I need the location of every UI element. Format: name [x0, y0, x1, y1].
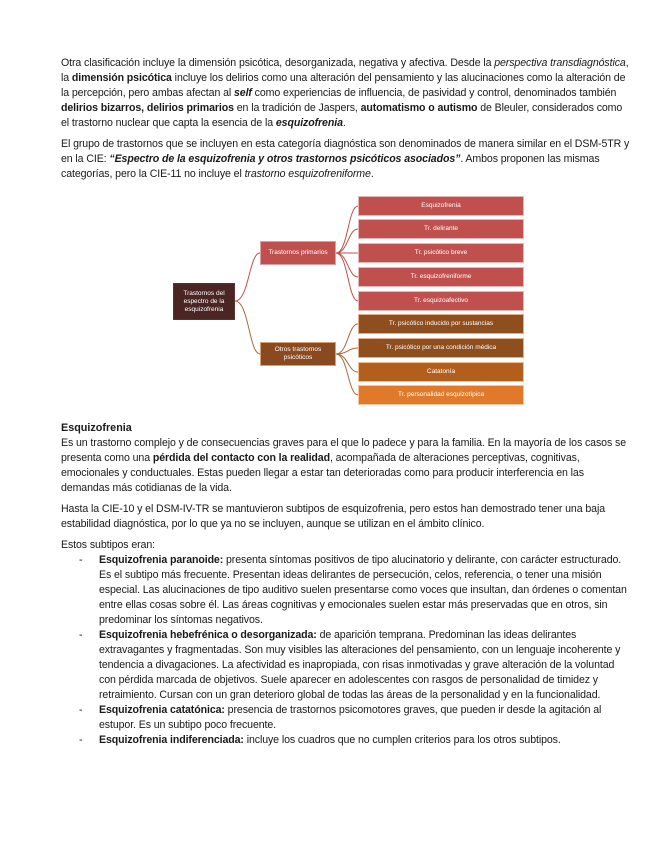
- connector-leaf: [336, 253, 358, 301]
- dash-bullet: -: [79, 554, 83, 566]
- diagram-leaf-esquizoafectivo: Tr. esquizoafectivo: [358, 291, 524, 311]
- subtype-term: Esquizofrenia paranoide:: [99, 554, 224, 566]
- bold-text: automatismo o autismo: [360, 102, 478, 114]
- bold-italic-text: esquizofrenia: [275, 117, 343, 129]
- diagram-connectors: [61, 191, 631, 407]
- text: .: [342, 117, 346, 129]
- text: , acompañada de alteraciones perceptivas, cognitivas, emocionales y conductuales. Estas pueden llegar a estar tan deterioradas como para producir interferencia en las demandas más cotidianas de la vida.: [61, 452, 584, 494]
- diagram-node-primary: Trastornos primarios: [260, 241, 336, 265]
- text: Otra clasificación incluye la dimensión psicótica, desorganizada, negativa y afectiva. Desde la: [61, 57, 495, 69]
- bold-italic-text: self: [233, 87, 252, 99]
- list-item: [61, 628, 631, 703]
- diagram-leaf-esquizofrenia: Esquizofrenia: [358, 196, 524, 216]
- list-item: [61, 553, 631, 628]
- section-paragraph-1: [61, 436, 631, 496]
- text: Es un trastorno complejo y de consecuencias graves para el que lo padece y para la familia. En la mayoría de los casos se presenta como una: [61, 437, 626, 464]
- diagram-node-other: Otros trastornos psicóticos: [260, 342, 336, 366]
- subtype-term: Esquizofrenia catatónica:: [99, 704, 225, 716]
- diagram-leaf-psicotico-breve: Tr. psicótico breve: [358, 243, 524, 263]
- intro-paragraph-1: [61, 56, 631, 131]
- diagram-leaf-delirante: Tr. delirante: [358, 219, 524, 239]
- intro-paragraph-2: [61, 137, 631, 182]
- diagram-root-node: Trastornos del espectro de la esquizofrenia: [173, 283, 235, 320]
- subtype-text: presenta síntomas positivos de tipo alucinatorio y delirante, con carácter estructurado. Es el subtipo más frecuente. Presentan ideas delirantes de persecución, celos, referencia, o tener una misión especial. Las alucinaciones de tipo auditivo suelen presentarse como voces que insultan, dan órdenes o comentan entre ellas cosas sobre él. Las áreas cognitivas y emocionales suelen estar más preservadas que en otros, sin predominar los síntomas negativos.: [99, 554, 627, 626]
- subtype-text: presencia de trastornos psicomotores graves, que pueden ir desde la agitación al estupor. Es un subtipo poco frecuente.: [99, 704, 602, 731]
- text: El grupo de trastornos que se incluyen en esta categoría diagnóstica son denominados de manera similar en el DSM-5TR y en la CIE:: [61, 138, 630, 165]
- text: como experiencias de influencia, de pasividad y control, denominados también: [251, 87, 617, 99]
- connector-leaf: [336, 324, 358, 354]
- dash-bullet: -: [79, 629, 83, 641]
- section-paragraph-2: Hasta la CIE-10 y el DSM-IV-TR se mantuvieron subtipos de esquizofrenia, pero estos han demostrado tener una baja estabilidad diagnóstica, por lo que ya no se incluyen, aunque se utilizan en el ámbito clínico.: [61, 503, 605, 530]
- dash-bullet: -: [79, 704, 83, 716]
- document-page: [61, 56, 631, 748]
- connector-root-other: [235, 301, 260, 354]
- text: en la tradición de Jaspers,: [233, 102, 361, 114]
- subtype-term: Esquizofrenia hebefrénica o desorganizada:: [99, 629, 317, 641]
- bold-italic-text: “Espectro de la esquizofrenia y otros trastornos psicóticos asociados”: [109, 153, 461, 165]
- subtype-text: de aparición temprana. Predominan las ideas delirantes extravagantes y fragmentadas. Son muy visibles las alteraciones del pensamiento, con un lenguaje incoherente y tendencia a divagaciones. La afectividad es inapropiada, con risas inmotivadas y grave alteración de la voluntad con pérdida marcada de objetivos. Suele aparecer en adolescentes con rasgos de personalidad de timidez y retraimiento. Cursan con un gran deterioro global de todas las áreas de la personalidad y en la funcionalidad.: [99, 629, 621, 701]
- subtype-text: incluye los cuadros que no cumplen criterios para los otros subtipos.: [243, 734, 561, 746]
- subtype-term: Esquizofrenia indiferenciada:: [99, 734, 244, 746]
- connector-leaf: [336, 354, 358, 395]
- text: , la: [61, 57, 629, 84]
- section-heading: Esquizofrenia: [61, 422, 132, 434]
- subtypes-list: [61, 553, 631, 748]
- text: incluye los delirios como una alteración del pensamiento y las alucinaciones como la alteración de la percepción, pero ambas afectan al: [61, 72, 626, 99]
- bold-text: delirios bizarros, delirios primarios: [61, 102, 234, 114]
- list-item: [61, 703, 631, 733]
- list-item: [61, 733, 631, 748]
- diagram-leaf-condicion-medica: Tr. psicótico por una condición médica: [358, 338, 524, 358]
- italic-text: trastorno esquizofreniforme: [244, 168, 371, 180]
- diagram-leaf-esquizofreniforme: Tr. esquizofreniforme: [358, 267, 524, 287]
- bold-text: dimensión psicótica: [71, 72, 172, 84]
- diagram-leaf-esquizotipica: Tr. personalidad esquizotípica: [358, 385, 524, 405]
- text: .: [370, 168, 374, 180]
- text: de Bleuler, considerados como el trastorno nuclear que capta la esencia de la: [61, 102, 623, 129]
- italic-text: perspectiva transdiagnóstica: [494, 57, 626, 69]
- text: . Ambos proponen las mismas categorías, pero la CIE-11 no incluye el: [61, 153, 600, 180]
- connector-root-primary: [235, 253, 260, 301]
- dash-bullet: -: [79, 734, 83, 746]
- diagram-leaf-catatonia: Catatonía: [358, 362, 524, 382]
- connector-leaf: [336, 354, 358, 372]
- list-intro: Estos subtipos eran:: [61, 539, 155, 551]
- bold-text: pérdida del contacto con la realidad: [152, 452, 330, 464]
- hierarchy-diagram: [61, 191, 631, 407]
- diagram-leaf-inducido-sustancias: Tr. psicótico inducido por sustancias: [358, 314, 524, 334]
